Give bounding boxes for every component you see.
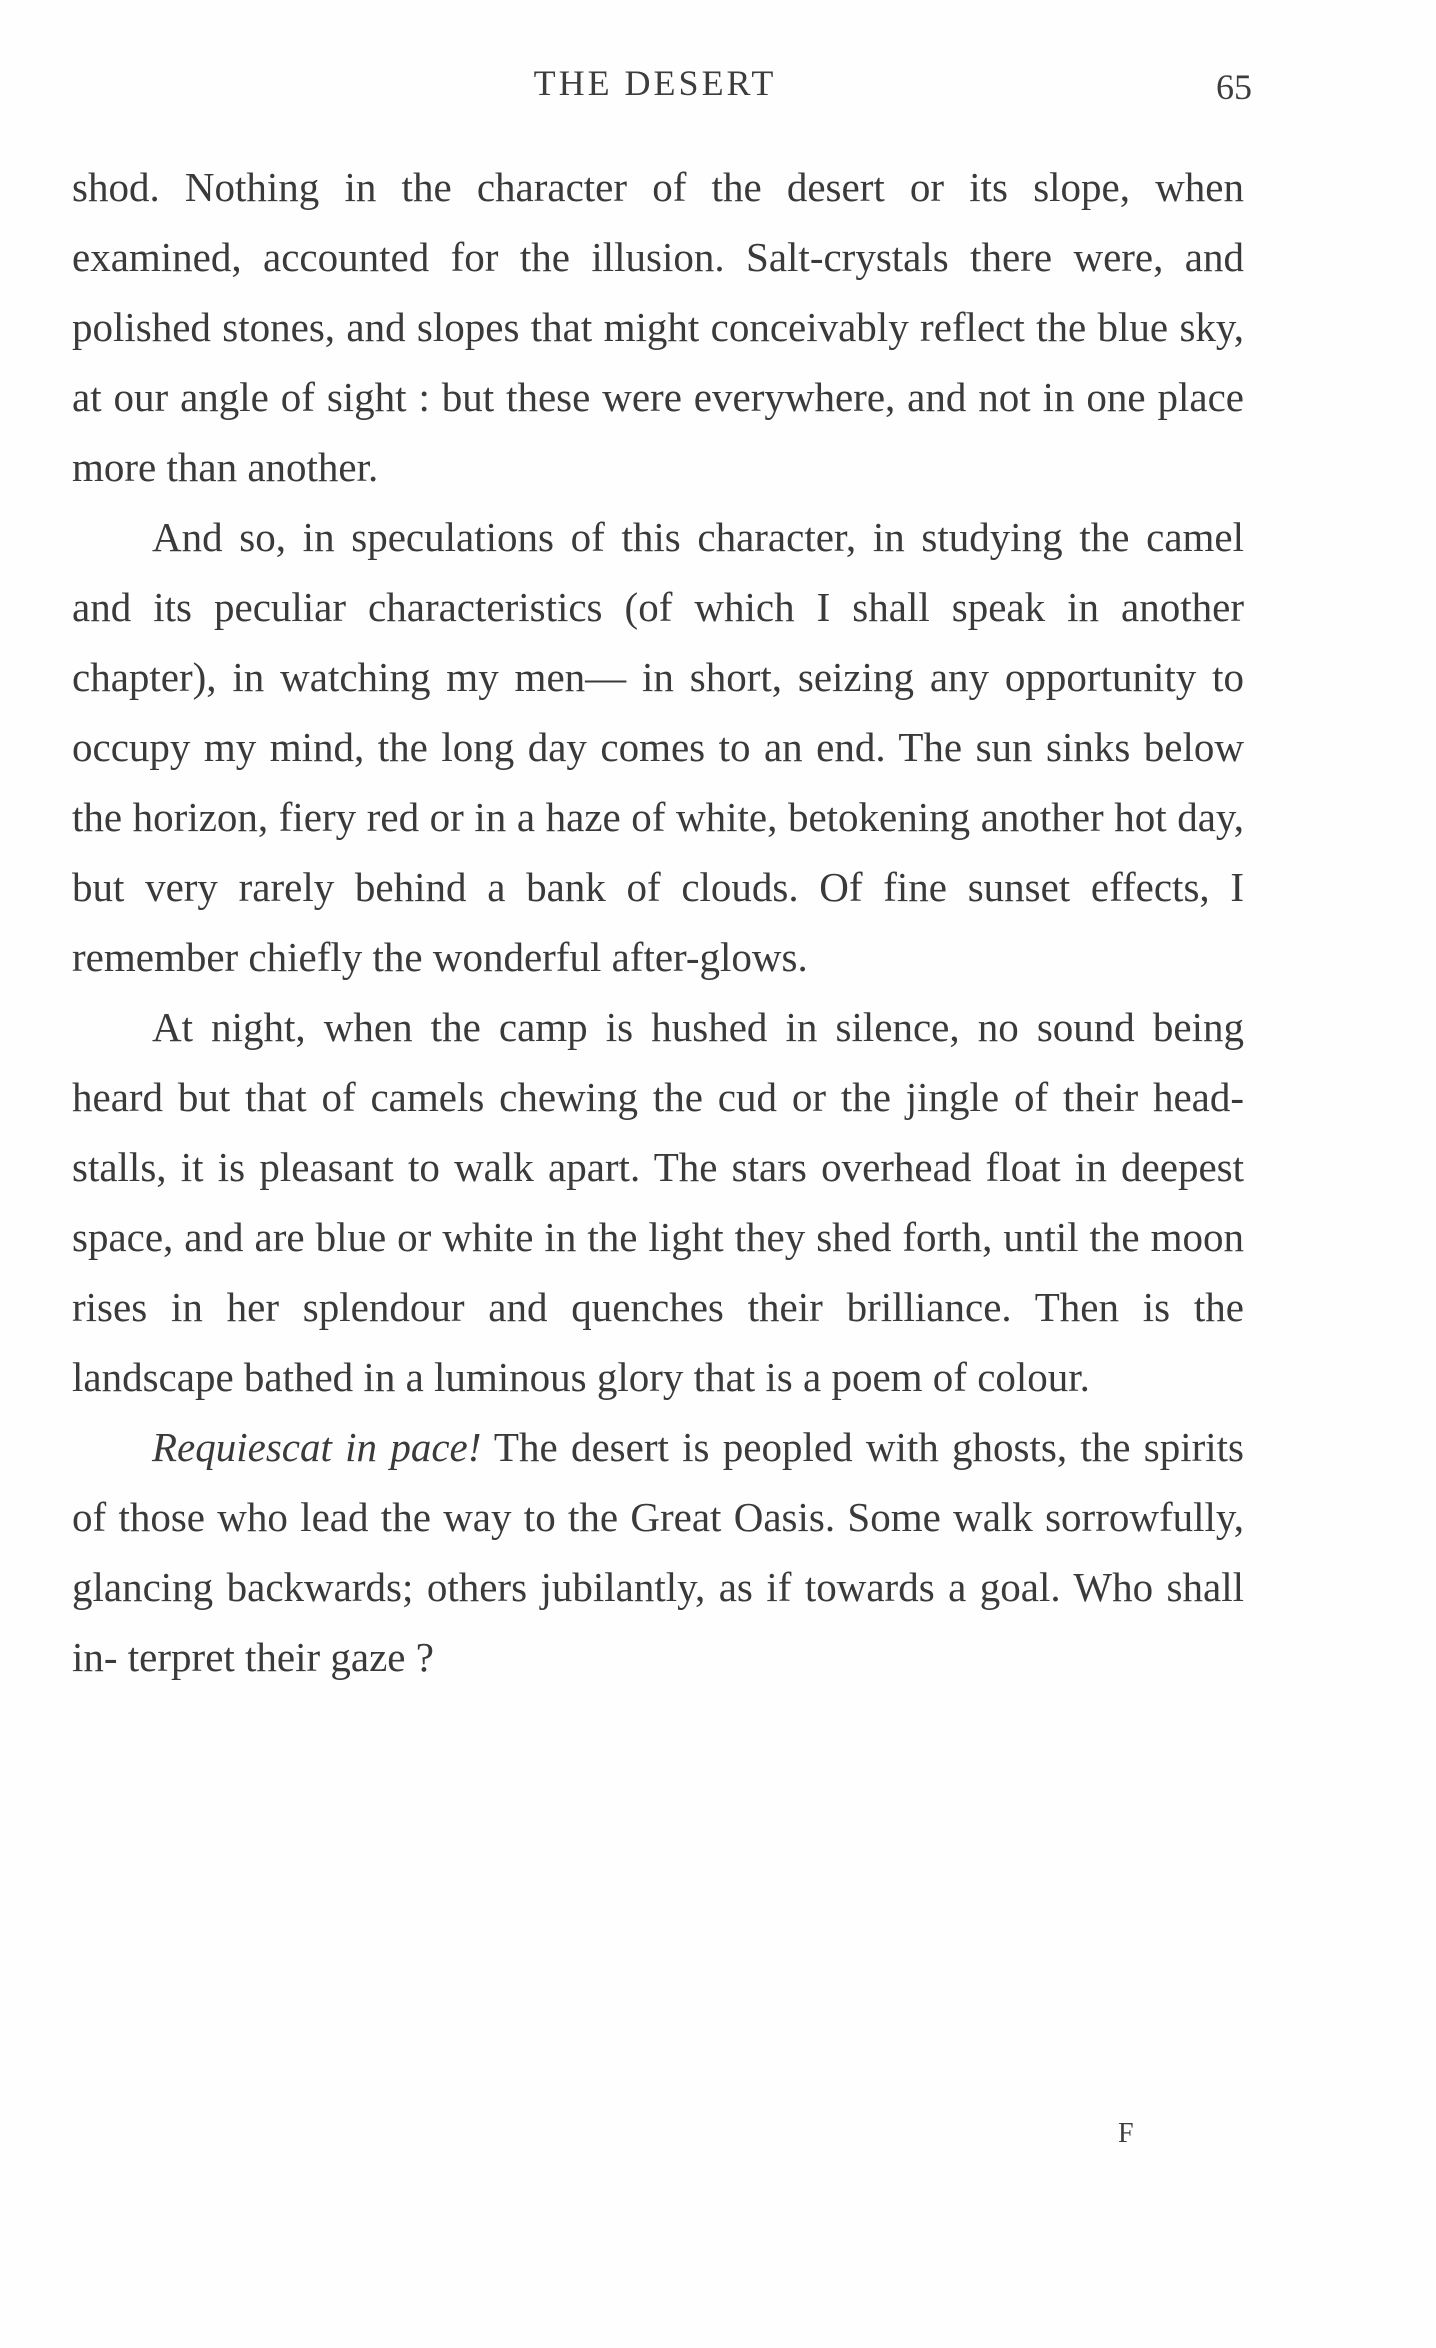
paragraph-requiescat-text: The desert is peopled with ghosts, the spirits of those who lead the way to the Great Oasis. Some walk sorrowfully, glancing backwards; others jubilantly, as if towards a goal. Who shall in- terpret their gaze ? (72, 1424, 1244, 1680)
italic-phrase: Requiescat in pace! (152, 1424, 482, 1470)
body-text (72, 152, 1244, 1692)
paragraph-continued: shod. Nothing in the character of the desert or its slope, when examined, accounted for the illusion. Salt-crystals there were, and polished stones, and slopes that might conceivably reflect the blue sky, at our angle of sight : but these were everywhere, and not in one place more than another. (72, 164, 1244, 490)
page-number: 65 (1216, 67, 1252, 107)
running-head: THE DESERT (533, 63, 777, 103)
paragraph-camel: And so, in speculations of this character, in studying the camel and its peculiar characteristics (of which I shall speak in another chapter), in watching my men— in short, seizing any opportunity to occupy my mind, the long day comes to an end. The sun sinks below the horizon, fiery red or in a haze of white, betokening another hot day, but very rarely behind a bank of clouds. Of fine sunset effects, I remember chiefly the wonderful after-glows. (72, 514, 1244, 980)
paragraph-night: At night, when the camp is hushed in silence, no sound being heard but that of camels chewing the cud or the jingle of their head-stalls, it is pleasant to walk apart. The stars overhead float in deepest space, and are blue or white in the light they shed forth, until the moon rises in her splendour and quenches their brilliance. Then is the landscape bathed in a luminous glory that is a poem of colour. (72, 1004, 1244, 1400)
paragraph-requiescat (72, 1412, 1244, 1692)
signature-mark: F (1118, 2118, 1134, 2149)
